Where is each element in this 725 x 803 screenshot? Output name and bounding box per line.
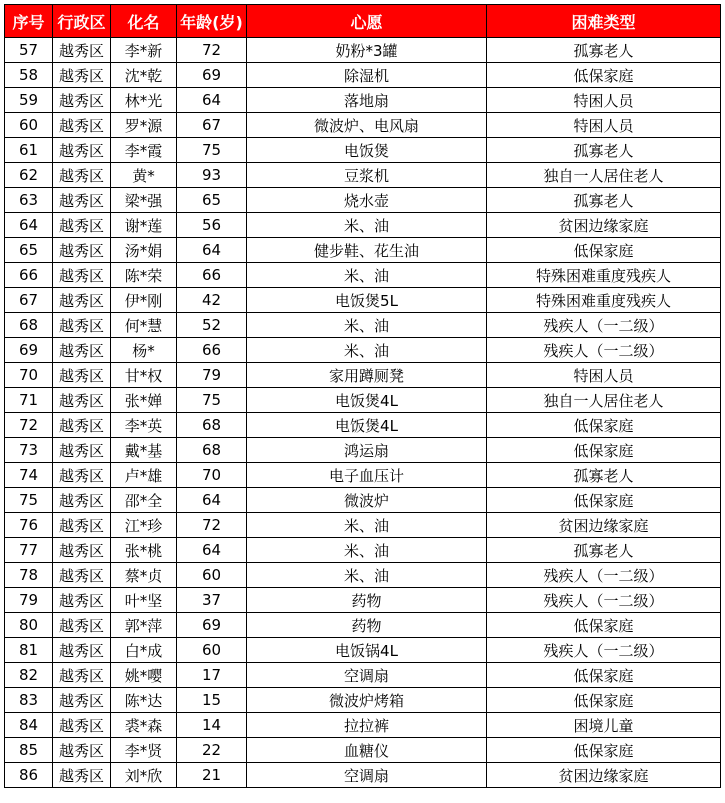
alias-cell: 沈*乾 bbox=[111, 63, 177, 88]
table-row bbox=[5, 538, 721, 563]
alias-cell: 姚*嘤 bbox=[111, 663, 177, 688]
alias-cell: 张*婵 bbox=[111, 388, 177, 413]
header-district: 行政区 bbox=[53, 5, 111, 38]
wish-cell: 电子血压计 bbox=[247, 463, 487, 488]
alias-cell: 陈*达 bbox=[111, 688, 177, 713]
hardship-type-cell: 残疾人（一二级） bbox=[487, 563, 721, 588]
wish-cell: 药物 bbox=[247, 588, 487, 613]
district-cell: 越秀区 bbox=[53, 713, 111, 738]
wish-cell: 电饭煲4L bbox=[247, 413, 487, 438]
serial-number-cell: 63 bbox=[5, 188, 53, 213]
table-row bbox=[5, 513, 721, 538]
serial-number-cell: 74 bbox=[5, 463, 53, 488]
wish-cell: 电饭煲4L bbox=[247, 388, 487, 413]
table-row bbox=[5, 438, 721, 463]
table-row bbox=[5, 488, 721, 513]
table-row bbox=[5, 313, 721, 338]
hardship-type-cell: 特殊困难重度残疾人 bbox=[487, 263, 721, 288]
hardship-type-cell: 特困人员 bbox=[487, 88, 721, 113]
table-row bbox=[5, 588, 721, 613]
table-row bbox=[5, 763, 721, 788]
serial-number-cell: 83 bbox=[5, 688, 53, 713]
wish-cell: 落地扇 bbox=[247, 88, 487, 113]
alias-cell: 叶*坚 bbox=[111, 588, 177, 613]
age-cell: 64 bbox=[177, 488, 247, 513]
age-cell: 64 bbox=[177, 88, 247, 113]
hardship-type-cell: 贫困边缘家庭 bbox=[487, 763, 721, 788]
serial-number-cell: 62 bbox=[5, 163, 53, 188]
header-serial-number: 序号 bbox=[5, 5, 53, 38]
hardship-type-cell: 孤寡老人 bbox=[487, 188, 721, 213]
district-cell: 越秀区 bbox=[53, 363, 111, 388]
table-row bbox=[5, 38, 721, 63]
district-cell: 越秀区 bbox=[53, 613, 111, 638]
table-row bbox=[5, 363, 721, 388]
district-cell: 越秀区 bbox=[53, 488, 111, 513]
table-row bbox=[5, 663, 721, 688]
serial-number-cell: 66 bbox=[5, 263, 53, 288]
age-cell: 69 bbox=[177, 613, 247, 638]
age-cell: 68 bbox=[177, 438, 247, 463]
age-cell: 42 bbox=[177, 288, 247, 313]
serial-number-cell: 65 bbox=[5, 238, 53, 263]
wish-cell: 拉拉裤 bbox=[247, 713, 487, 738]
age-cell: 79 bbox=[177, 363, 247, 388]
wish-cell: 米、油 bbox=[247, 513, 487, 538]
wish-cell: 米、油 bbox=[247, 263, 487, 288]
wish-cell: 电饭煲 bbox=[247, 138, 487, 163]
district-cell: 越秀区 bbox=[53, 563, 111, 588]
hardship-type-cell: 低保家庭 bbox=[487, 63, 721, 88]
hardship-type-cell: 孤寡老人 bbox=[487, 138, 721, 163]
serial-number-cell: 82 bbox=[5, 663, 53, 688]
district-cell: 越秀区 bbox=[53, 763, 111, 788]
serial-number-cell: 77 bbox=[5, 538, 53, 563]
wish-cell: 药物 bbox=[247, 613, 487, 638]
hardship-type-cell: 低保家庭 bbox=[487, 663, 721, 688]
alias-cell: 罗*源 bbox=[111, 113, 177, 138]
serial-number-cell: 70 bbox=[5, 363, 53, 388]
serial-number-cell: 78 bbox=[5, 563, 53, 588]
table-row bbox=[5, 563, 721, 588]
table-row bbox=[5, 213, 721, 238]
age-cell: 66 bbox=[177, 263, 247, 288]
serial-number-cell: 72 bbox=[5, 413, 53, 438]
serial-number-cell: 71 bbox=[5, 388, 53, 413]
age-cell: 22 bbox=[177, 738, 247, 763]
district-cell: 越秀区 bbox=[53, 688, 111, 713]
district-cell: 越秀区 bbox=[53, 163, 111, 188]
table-row bbox=[5, 713, 721, 738]
alias-cell: 陈*荣 bbox=[111, 263, 177, 288]
wish-cell: 米、油 bbox=[247, 213, 487, 238]
hardship-type-cell: 低保家庭 bbox=[487, 238, 721, 263]
district-cell: 越秀区 bbox=[53, 38, 111, 63]
serial-number-cell: 73 bbox=[5, 438, 53, 463]
hardship-type-cell: 低保家庭 bbox=[487, 613, 721, 638]
age-cell: 70 bbox=[177, 463, 247, 488]
alias-cell: 卢*雄 bbox=[111, 463, 177, 488]
district-cell: 越秀区 bbox=[53, 388, 111, 413]
serial-number-cell: 68 bbox=[5, 313, 53, 338]
age-cell: 75 bbox=[177, 138, 247, 163]
district-cell: 越秀区 bbox=[53, 288, 111, 313]
serial-number-cell: 67 bbox=[5, 288, 53, 313]
serial-number-cell: 69 bbox=[5, 338, 53, 363]
serial-number-cell: 75 bbox=[5, 488, 53, 513]
wish-cell: 空调扇 bbox=[247, 663, 487, 688]
age-cell: 72 bbox=[177, 513, 247, 538]
district-cell: 越秀区 bbox=[53, 113, 111, 138]
district-cell: 越秀区 bbox=[53, 313, 111, 338]
wish-cell: 米、油 bbox=[247, 313, 487, 338]
table-body bbox=[5, 38, 721, 788]
wish-cell: 豆浆机 bbox=[247, 163, 487, 188]
serial-number-cell: 60 bbox=[5, 113, 53, 138]
wish-cell: 鸿运扇 bbox=[247, 438, 487, 463]
age-cell: 60 bbox=[177, 638, 247, 663]
table-row bbox=[5, 238, 721, 263]
wish-cell: 微波炉、电风扇 bbox=[247, 113, 487, 138]
age-cell: 64 bbox=[177, 238, 247, 263]
serial-number-cell: 64 bbox=[5, 213, 53, 238]
wish-cell: 烧水壶 bbox=[247, 188, 487, 213]
alias-cell: 江*珍 bbox=[111, 513, 177, 538]
wish-cell: 空调扇 bbox=[247, 763, 487, 788]
alias-cell: 郭*萍 bbox=[111, 613, 177, 638]
district-cell: 越秀区 bbox=[53, 463, 111, 488]
table-row bbox=[5, 113, 721, 138]
hardship-type-cell: 孤寡老人 bbox=[487, 538, 721, 563]
wish-cell: 家用蹲厕凳 bbox=[247, 363, 487, 388]
wish-cell: 米、油 bbox=[247, 563, 487, 588]
table-row bbox=[5, 638, 721, 663]
age-cell: 17 bbox=[177, 663, 247, 688]
serial-number-cell: 86 bbox=[5, 763, 53, 788]
table-row bbox=[5, 613, 721, 638]
age-cell: 67 bbox=[177, 113, 247, 138]
wish-cell: 微波炉 bbox=[247, 488, 487, 513]
hardship-type-cell: 独自一人居住老人 bbox=[487, 163, 721, 188]
age-cell: 52 bbox=[177, 313, 247, 338]
age-cell: 75 bbox=[177, 388, 247, 413]
alias-cell: 梁*强 bbox=[111, 188, 177, 213]
age-cell: 72 bbox=[177, 38, 247, 63]
alias-cell: 谢*莲 bbox=[111, 213, 177, 238]
hardship-type-cell: 低保家庭 bbox=[487, 688, 721, 713]
wish-cell: 米、油 bbox=[247, 338, 487, 363]
alias-cell: 白*成 bbox=[111, 638, 177, 663]
district-cell: 越秀区 bbox=[53, 88, 111, 113]
serial-number-cell: 85 bbox=[5, 738, 53, 763]
hardship-type-cell: 低保家庭 bbox=[487, 413, 721, 438]
alias-cell: 李*新 bbox=[111, 38, 177, 63]
hardship-type-cell: 残疾人（一二级） bbox=[487, 638, 721, 663]
hardship-type-cell: 低保家庭 bbox=[487, 488, 721, 513]
wish-cell: 电饭锅4L bbox=[247, 638, 487, 663]
alias-cell: 李*英 bbox=[111, 413, 177, 438]
hardship-type-cell: 特困人员 bbox=[487, 363, 721, 388]
table-row bbox=[5, 413, 721, 438]
district-cell: 越秀区 bbox=[53, 188, 111, 213]
hardship-type-cell: 低保家庭 bbox=[487, 438, 721, 463]
district-cell: 越秀区 bbox=[53, 213, 111, 238]
age-cell: 15 bbox=[177, 688, 247, 713]
alias-cell: 李*贤 bbox=[111, 738, 177, 763]
wish-cell: 奶粉*3罐 bbox=[247, 38, 487, 63]
age-cell: 68 bbox=[177, 413, 247, 438]
wish-list-sheet bbox=[4, 4, 721, 788]
district-cell: 越秀区 bbox=[53, 588, 111, 613]
age-cell: 65 bbox=[177, 188, 247, 213]
table-row bbox=[5, 138, 721, 163]
hardship-type-cell: 孤寡老人 bbox=[487, 38, 721, 63]
hardship-type-cell: 独自一人居住老人 bbox=[487, 388, 721, 413]
alias-cell: 林*光 bbox=[111, 88, 177, 113]
age-cell: 69 bbox=[177, 63, 247, 88]
age-cell: 60 bbox=[177, 563, 247, 588]
alias-cell: 甘*权 bbox=[111, 363, 177, 388]
alias-cell: 何*慧 bbox=[111, 313, 177, 338]
district-cell: 越秀区 bbox=[53, 513, 111, 538]
district-cell: 越秀区 bbox=[53, 138, 111, 163]
age-cell: 37 bbox=[177, 588, 247, 613]
table-row bbox=[5, 63, 721, 88]
district-cell: 越秀区 bbox=[53, 338, 111, 363]
district-cell: 越秀区 bbox=[53, 738, 111, 763]
district-cell: 越秀区 bbox=[53, 263, 111, 288]
alias-cell: 杨* bbox=[111, 338, 177, 363]
alias-cell: 裘*森 bbox=[111, 713, 177, 738]
wish-cell: 血糖仪 bbox=[247, 738, 487, 763]
table-row bbox=[5, 188, 721, 213]
header-hardship-type: 困难类型 bbox=[487, 5, 721, 38]
age-cell: 56 bbox=[177, 213, 247, 238]
alias-cell: 戴*基 bbox=[111, 438, 177, 463]
hardship-type-cell: 残疾人（一二级） bbox=[487, 588, 721, 613]
age-cell: 93 bbox=[177, 163, 247, 188]
wish-cell: 米、油 bbox=[247, 538, 487, 563]
serial-number-cell: 81 bbox=[5, 638, 53, 663]
table-row bbox=[5, 163, 721, 188]
serial-number-cell: 84 bbox=[5, 713, 53, 738]
serial-number-cell: 57 bbox=[5, 38, 53, 63]
serial-number-cell: 80 bbox=[5, 613, 53, 638]
alias-cell: 李*霞 bbox=[111, 138, 177, 163]
hardship-type-cell: 贫困边缘家庭 bbox=[487, 213, 721, 238]
table-row bbox=[5, 688, 721, 713]
hardship-type-cell: 低保家庭 bbox=[487, 738, 721, 763]
header-wish: 心愿 bbox=[247, 5, 487, 38]
wish-cell: 微波炉烤箱 bbox=[247, 688, 487, 713]
district-cell: 越秀区 bbox=[53, 413, 111, 438]
district-cell: 越秀区 bbox=[53, 538, 111, 563]
district-cell: 越秀区 bbox=[53, 638, 111, 663]
table-row bbox=[5, 288, 721, 313]
age-cell: 64 bbox=[177, 538, 247, 563]
serial-number-cell: 61 bbox=[5, 138, 53, 163]
table-row bbox=[5, 263, 721, 288]
district-cell: 越秀区 bbox=[53, 238, 111, 263]
district-cell: 越秀区 bbox=[53, 663, 111, 688]
district-cell: 越秀区 bbox=[53, 438, 111, 463]
hardship-type-cell: 贫困边缘家庭 bbox=[487, 513, 721, 538]
hardship-type-cell: 残疾人（一二级） bbox=[487, 338, 721, 363]
hardship-type-cell: 特困人员 bbox=[487, 113, 721, 138]
wish-table bbox=[4, 4, 721, 788]
table-row bbox=[5, 463, 721, 488]
header-age: 年龄(岁) bbox=[177, 5, 247, 38]
alias-cell: 张*桃 bbox=[111, 538, 177, 563]
wish-cell: 健步鞋、花生油 bbox=[247, 238, 487, 263]
district-cell: 越秀区 bbox=[53, 63, 111, 88]
header-alias: 化名 bbox=[111, 5, 177, 38]
alias-cell: 黄* bbox=[111, 163, 177, 188]
alias-cell: 伊*刚 bbox=[111, 288, 177, 313]
header-row bbox=[5, 5, 721, 38]
alias-cell: 邵*全 bbox=[111, 488, 177, 513]
age-cell: 14 bbox=[177, 713, 247, 738]
serial-number-cell: 76 bbox=[5, 513, 53, 538]
alias-cell: 蔡*贞 bbox=[111, 563, 177, 588]
hardship-type-cell: 困境儿童 bbox=[487, 713, 721, 738]
hardship-type-cell: 残疾人（一二级） bbox=[487, 313, 721, 338]
age-cell: 21 bbox=[177, 763, 247, 788]
wish-cell: 除湿机 bbox=[247, 63, 487, 88]
table-row bbox=[5, 388, 721, 413]
serial-number-cell: 79 bbox=[5, 588, 53, 613]
hardship-type-cell: 特殊困难重度残疾人 bbox=[487, 288, 721, 313]
table-row bbox=[5, 738, 721, 763]
age-cell: 66 bbox=[177, 338, 247, 363]
table-row bbox=[5, 88, 721, 113]
hardship-type-cell: 孤寡老人 bbox=[487, 463, 721, 488]
table-row bbox=[5, 338, 721, 363]
alias-cell: 汤*娟 bbox=[111, 238, 177, 263]
wish-cell: 电饭煲5L bbox=[247, 288, 487, 313]
serial-number-cell: 59 bbox=[5, 88, 53, 113]
serial-number-cell: 58 bbox=[5, 63, 53, 88]
alias-cell: 刘*欣 bbox=[111, 763, 177, 788]
